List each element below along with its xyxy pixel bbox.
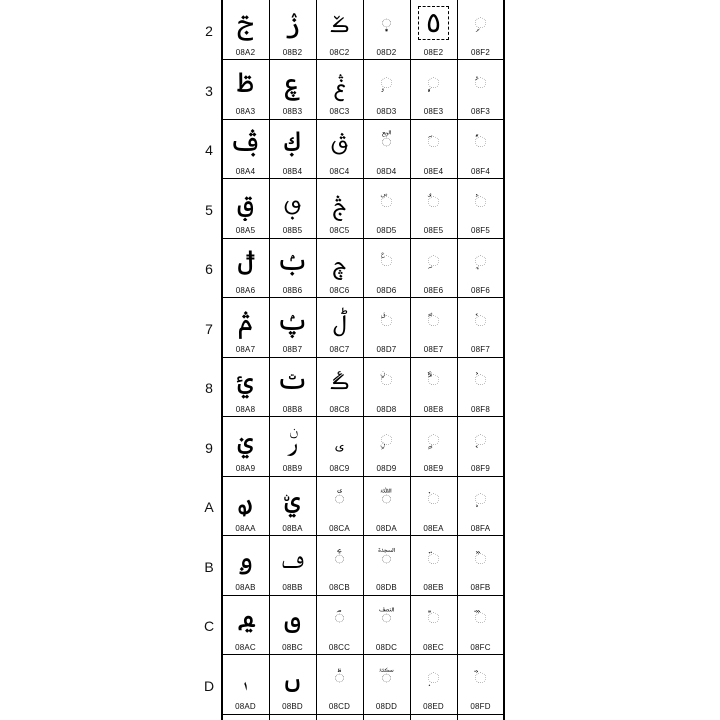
code-point-label: 08B3 [282,107,303,116]
code-point-label: 08A9 [235,464,256,473]
character-glyph: ࢦ [237,244,254,277]
code-cell [410,536,457,596]
character-glyph: ◌ࣥ [427,192,440,211]
code-point-label: 08C8 [329,404,350,414]
row-label: D [203,677,215,694]
row-label: 6 [205,261,213,277]
code-cell [457,417,504,477]
code-cell [316,298,363,358]
code-cell [316,0,363,60]
code-point-label: 08D2 [376,47,397,57]
code-cell [269,357,316,417]
code-point-label: 08BA [282,523,303,533]
code-point-label: 08EC [423,642,444,652]
character-glyph: ࢥ [237,184,254,218]
character-glyph: ◌ࣷ [474,311,487,330]
code-point-label: 08E6 [423,285,444,295]
code-cell [222,60,269,120]
character-glyph: ࣉ [334,422,345,456]
code-cell [410,655,457,715]
code-point-label: 08D7 [376,345,397,354]
character-glyph: ◌ࣹ [474,430,487,449]
code-point-label: 08C4 [329,166,350,176]
code-point-label: 08BC [282,642,303,652]
code-point-label: 08BB [282,583,303,592]
row-label: 2 [205,23,213,39]
code-point-label: 08C3 [329,107,350,116]
code-cell [410,357,457,417]
character-glyph: ◌ࣴ [474,133,487,151]
code-point-label: 08FA [470,523,491,533]
character-glyph: ◌࣫ [427,549,440,568]
character-glyph: ࣄ [330,125,349,158]
code-point-label: 08A4 [235,166,256,176]
code-cell [410,238,457,298]
code-point-label: 08E7 [423,345,444,354]
code-cell [269,476,316,536]
character-glyph: ࣇ [332,303,347,337]
code-cell [363,357,410,417]
code-cell [269,60,316,120]
code-point-label: 08CA [329,523,350,533]
code-cell [410,179,457,239]
code-point-label: 08ED [423,702,444,711]
code-point-label: 08AC [235,642,256,652]
code-point-label: 08B7 [282,345,303,354]
code-cell [410,119,457,179]
code-cell [410,476,457,536]
character-glyph: ◌ࣕ [380,192,393,211]
code-point-label: 08A7 [235,345,256,354]
code-cell [316,595,363,655]
code-cell [316,60,363,120]
character-glyph: ◌ࣚ [381,490,392,508]
code-cell [316,476,363,536]
code-cell [457,655,504,715]
code-cell [269,119,316,179]
code-cell [457,476,504,536]
code-point-label: 08D3 [376,107,397,116]
character-glyph: ࢲ [284,6,301,39]
character-glyph: ◌ࣵ [474,192,487,211]
character-glyph: ࢴ [284,125,301,158]
code-cell [363,119,410,179]
code-cell [410,0,457,60]
character-glyph: ࢢ [237,6,254,39]
code-cell [363,417,410,477]
code-point-label: 08F7 [470,345,491,354]
code-point-label: 08F2 [470,47,491,57]
character-glyph: ࢸ [276,363,309,396]
code-cell [457,595,504,655]
character-glyph: ◌ࣲ [474,14,487,32]
code-point-label: 08B8 [282,404,303,414]
character-glyph: ◌࣋ [334,549,345,568]
character-glyph: ࣅ [332,184,347,218]
character-glyph: ࢳ [284,65,301,99]
code-point-label: 08E9 [423,464,444,473]
character-glyph: ࣆ [332,244,347,277]
character-glyph: ◌ࣩ [427,430,440,449]
code-point-label: 08C7 [329,345,350,354]
code-cell [457,179,504,239]
code-cell [363,60,410,120]
code-cell [363,0,410,60]
character-glyph: ࢼ [284,601,301,634]
code-point-label: 08D9 [376,464,397,473]
code-cell [222,417,269,477]
code-cell [269,417,316,477]
code-cell [363,655,410,715]
character-glyph: ࢵ [283,184,302,218]
character-glyph: ◌ࣛ [381,549,392,568]
code-cell [363,298,410,358]
character-glyph: ◌ࣦ [427,252,440,270]
code-point-label: 08BD [282,702,303,711]
character-glyph: ࢤ [229,125,262,158]
code-point-label: 08B5 [282,226,303,235]
row-label: C [203,618,215,634]
character-glyph: ◌ࣳ [474,73,487,92]
row-label: 7 [205,320,213,337]
code-cell [316,357,363,417]
character-glyph: ࢺ [284,482,301,515]
row-label: A [204,499,214,515]
code-cell [222,119,269,179]
character-glyph: ◌ࣽ [474,668,487,687]
code-cell [410,417,457,477]
code-cell [457,536,504,596]
code-cell [410,298,457,358]
character-glyph: ࢫ [237,541,254,575]
code-point-label: 08B9 [282,464,303,473]
character-glyph: ◌ࣙ [380,430,393,449]
code-cell [363,595,410,655]
character-glyph: ࢪ [237,482,254,515]
code-cell [269,179,316,239]
code-cell [269,536,316,596]
code-cell [316,179,363,239]
code-point-label: 08AB [235,583,256,592]
code-cell [410,595,457,655]
character-glyph: ◌ࣣ [427,73,440,92]
row-label: 5 [205,201,213,218]
code-point-label: 08DC [375,642,398,652]
code-point-label: 08CD [328,702,351,711]
character-glyph: ࢨ [237,363,254,396]
character-glyph: ࢭ [242,660,249,694]
code-point-label: 08FB [470,583,491,592]
character-glyph: ◌ࣖ [380,252,393,270]
code-point-label: 08E2 [423,47,444,57]
character-glyph: ࢩ [237,422,254,456]
character-glyph: ࣈ [329,363,350,396]
character-glyph: ◌࣌ [334,609,345,627]
code-point-label: 08EB [423,583,444,592]
character-glyph: ◌࣒ [381,14,392,32]
character-glyph: ◌ࣻ [474,549,487,568]
code-point-label: 08F4 [470,166,491,176]
character-glyph: ◌ࣤ [427,133,440,151]
character-glyph: ◌࣓ [380,73,393,92]
code-cell [222,595,269,655]
character-glyph: ࢬ [237,601,254,634]
code-cell [269,298,316,358]
code-point-label: 08DA [376,523,397,533]
row-label: B [204,558,214,575]
code-cell [222,476,269,536]
code-point-label: 08F3 [470,107,491,116]
code-cell [222,238,269,298]
character-glyph: ࣃ [333,65,346,99]
code-point-label: 08E4 [423,166,444,176]
code-point-label: 08EA [423,523,444,533]
code-point-label: 08FD [470,702,491,711]
row-label: 4 [205,142,213,158]
code-cell [222,536,269,596]
code-cell [316,536,363,596]
code-cell [457,238,504,298]
character-glyph: ࢹ [287,422,298,456]
code-point-label: 08A2 [235,47,256,57]
code-cell [269,595,316,655]
character-glyph: ࢽ [284,660,301,694]
code-cell [222,357,269,417]
code-point-label: 08D4 [376,166,397,176]
code-cell [363,476,410,536]
code-cell [363,179,410,239]
row-label: 9 [205,439,213,456]
code-point-label: 08B2 [282,47,303,57]
code-cell [457,60,504,120]
character-glyph: ◌ࣗ [380,311,393,330]
code-point-label: 08E8 [423,404,444,414]
code-cell [363,238,410,298]
code-point-label: 08F6 [470,285,491,295]
code-cell [222,179,269,239]
code-cell [269,0,316,60]
code-cell [457,298,504,358]
code-cell [222,0,269,60]
character-glyph: ࢷ [276,303,309,337]
character-glyph: ◌࣊ [334,490,345,508]
character-glyph: ◌ࣶ [474,252,487,270]
code-cell [457,357,504,417]
character-glyph: ࢧ [237,303,254,337]
code-cell [222,655,269,715]
code-cell [269,655,316,715]
code-point-label: 08A3 [235,107,256,116]
row-label: 8 [205,380,213,396]
code-point-label: 08E3 [423,107,444,116]
code-point-label: 08F9 [470,464,491,473]
code-cell [363,536,410,596]
code-point-label: 08FC [470,642,491,652]
code-point-label: 08D5 [376,226,397,235]
character-glyph: ◌࣬ [427,609,440,627]
character-glyph: ◌࣪ [427,490,440,508]
code-cell [316,119,363,179]
character-glyph: ◌࣍ [334,668,345,687]
character-glyph: ٥ [425,6,442,39]
code-point-label: 08D6 [376,285,397,295]
code-point-label: 08DB [376,583,397,592]
code-point-label: 08CB [329,583,350,592]
character-glyph: ◌ࣸ [474,371,487,389]
code-cell [457,0,504,60]
code-point-label: 08B4 [282,166,303,176]
code-point-label: 08E5 [423,226,444,235]
code-cell [457,119,504,179]
code-cell [316,238,363,298]
character-glyph: ࢣ [237,65,254,99]
row-label: 3 [205,82,213,99]
code-point-label: 08A5 [235,226,256,235]
character-glyph: ࢶ [276,244,309,277]
character-glyph: ◌ࣼ [474,609,487,627]
code-point-label: 08C2 [329,47,350,57]
character-glyph: ◌ࣧ [427,311,440,330]
code-point-label: 08CC [328,642,351,652]
code-point-label: 08F5 [470,226,491,235]
character-glyph: ◌࣭ [427,668,440,687]
character-glyph: ◌ࣨ [427,371,440,389]
character-glyph: ◌ࣘ [380,371,393,389]
character-glyph: ࢻ [281,541,304,575]
code-point-label: 08D8 [376,404,397,414]
code-point-label: 08C6 [329,285,350,295]
character-glyph: ◌ࣜ [381,609,392,627]
character-glyph: ࣂ [329,6,350,39]
code-point-label: 08C9 [329,464,350,473]
code-cell [222,298,269,358]
code-cell [410,60,457,120]
code-point-label: 08DD [375,702,398,711]
code-point-label: 08C5 [329,226,350,235]
code-point-label: 08AA [235,523,256,533]
character-glyph: ◌ࣺ [474,490,487,508]
code-cell [269,238,316,298]
code-point-label: 08F8 [470,404,491,414]
code-point-label: 08AD [235,702,256,711]
code-cell [316,417,363,477]
character-glyph: ◌ࣔ [381,133,392,151]
code-cell [316,655,363,715]
character-glyph: ◌ࣝ [381,668,392,687]
code-point-label: 08A8 [235,404,256,414]
code-point-label: 08A6 [235,285,256,295]
code-point-label: 08B6 [282,285,303,295]
